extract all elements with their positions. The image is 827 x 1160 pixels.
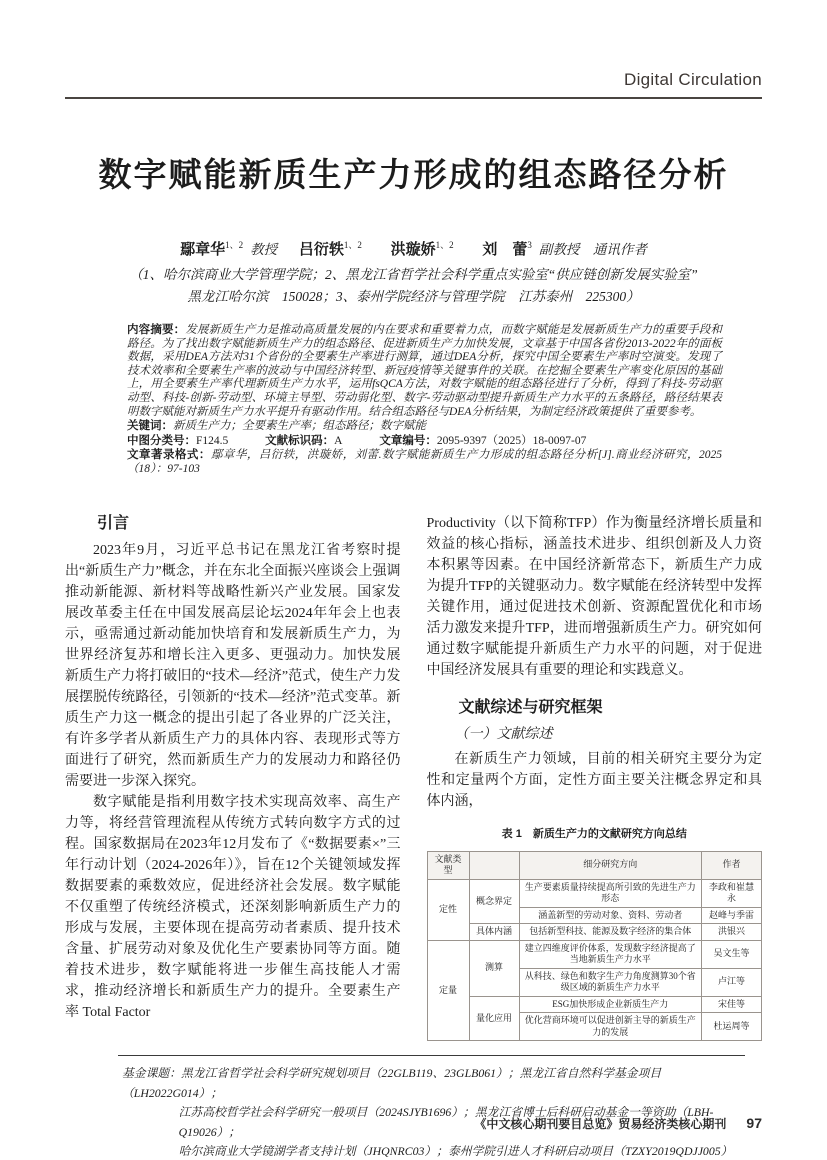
clc-label: 中图分类号： — [127, 434, 196, 447]
author — [391, 242, 461, 258]
table-row — [427, 924, 762, 941]
author-name: 刘 蕾 — [482, 241, 528, 258]
table1-caption: 表 1 新质生产力的文献研究方向总结 — [501, 827, 687, 840]
table-cell-author: 吴文生等 — [702, 940, 762, 968]
keywords-label: 关键词： — [127, 420, 173, 433]
table-cell-author: 赵峰与季雷 — [702, 907, 762, 924]
keywords — [127, 420, 722, 434]
table-cell-author: 卢江等 — [702, 968, 762, 996]
author-name: 吕衍轶 — [298, 241, 344, 258]
page-number: 97 — [746, 1115, 762, 1131]
author — [299, 242, 369, 258]
author-affil-sup: 1、2 — [225, 240, 244, 250]
citation — [127, 449, 722, 476]
abstract-block — [127, 324, 722, 477]
abstract-text: 发展新质生产力是推动高质量发展的内在要求和重要着力点，而数字赋能是发展新质生产力的重要手段和路径。为了找出数字赋能新质生产力的组态路径、促进新质生产力加快发展，文章基于中国各省份2013-2022年的面板数据，采用DEA方法对31个省份的全要素生产率进行测算，通过DEA分析，探究中国全要素生产率时空演变。发现了技术效率和全要素生产率的波动与中国经济转型、新冠疫情等关键事件的关联。在挖掘全要素生产率变化原因的基础上，用全要素生产率代理新质生产力水平，运用fsQCA方法，对数字赋能的组态路径进行了分析，得到了科技-劳动驱动型、科技-创新-劳动型、环境主导型、劳动弱化型、数字-劳动驱动型提升新质生产力水平的五条路径，路径结果表明数字赋能对新质生产力水平提升有驱动作用。结合组态路径与DEA分析结果，为制定经济政策提供了重要参考。 — [127, 324, 723, 418]
article-id-value: 2095-9397（2025）18-0097-07 — [436, 434, 587, 447]
table-cell-author: 杜运周等 — [702, 1013, 762, 1041]
clc-value: F124.5 — [196, 434, 229, 447]
table-header-cell: 细分研究方向 — [519, 851, 702, 879]
table-cell-direction: 从科技、绿色和数字生产力角度测算30个省级区域的新质生产力水平 — [519, 968, 702, 996]
subsection-heading-review: （一）文献综述 — [454, 726, 553, 742]
table-header-cell: 文献类型 — [427, 851, 469, 879]
funding-line: 哈尔滨商业大学镜湖学者支持计划（JHQNRC03）；泰州学院引进人才科研启动项目（TZXY2019QDJJ005） — [178, 1144, 733, 1159]
author-affil-sup: 1、2 — [435, 240, 454, 250]
funding-label: 基金课题： — [122, 1066, 181, 1081]
author — [180, 242, 277, 258]
citation-label: 文章著录格式： — [127, 449, 211, 462]
funding-text: 黑龙江省哲学社会科学研究规划项目（22GLB119、23GLB061）；黑龙江省自然科学基金项目（LH2022G014）； — [122, 1066, 662, 1100]
table-cell-author: 宋佳等 — [702, 996, 762, 1013]
funding-line: 江苏高校哲学社会科学研究一般项目（2024SJYB1696）；黑龙江省博士后科研启动基金一等资助（LBH-Q19026）； — [178, 1105, 714, 1139]
table-cell-direction: 生产要素质量持续提高所引致的先进生产力形态 — [519, 879, 702, 907]
right-column — [427, 513, 763, 1042]
literature-table — [427, 851, 763, 1042]
left-column — [65, 513, 401, 1042]
doc-code-label: 文献标识码： — [265, 434, 335, 447]
table-cell-direction: 涵盖新型的劳动对象、资料、劳动者 — [519, 907, 702, 924]
doc-code-value: A — [334, 434, 343, 447]
affiliation-line: 黑龙江哈尔滨 150028；3、泰州学院经济与管理学院 江苏泰州 225300） — [187, 289, 640, 304]
journal-note: 《中文核心期刊要目总览》贸易经济类核心期刊 — [474, 1117, 727, 1131]
citation-text: 鄢章华，吕衍轶，洪璇娇，刘蕾.数字赋能新质生产力形成的组态路径分析[J].商业经济研究，2025（18）：97-103 — [127, 449, 722, 475]
author-affil-sup: 1、2 — [343, 240, 362, 250]
meta-line — [127, 435, 722, 449]
author-name: 鄢章华 — [180, 241, 226, 258]
funding-line — [122, 1064, 742, 1103]
article-title: 数字赋能新质生产力形成的组态路径分析 — [98, 158, 729, 194]
abstract — [127, 324, 722, 419]
table-cell-author: 李政和崔慧永 — [702, 879, 762, 907]
table-cell-direction: 包括新型科技、能源及数字经济的集合体 — [519, 924, 702, 941]
doc-code-group — [265, 435, 342, 449]
intro-paragraph-2: 数字赋能是指利用数字技术实现高效率、高生产力等，将经营管理流程从传统方式转向数字方式的过程。国家数据局在2023年12月发布了《“数据要素×”三年行动计划（2024-2026年）》，旨在12个关键领域发挥数据要素的乘数效应，促进经济社会发展。数字赋能不仅重塑了传统经济模式，还深刻影响新质生产力的形成与发展，主要体现在提高劳动者素质、提升技术含量、扩展劳动对象及优化生产要素协同等方面。随着技术进步，数字赋能将进一步催生高技能人才需求，推动经济增长和新质生产力的提升。全要素生产率 Total Factor — [65, 794, 401, 1020]
table-cell-direction: 优化营商环境可以促进创新主导的新质生产力的发展 — [519, 1013, 702, 1041]
body-columns — [65, 513, 762, 1042]
literature-paragraph: 在新质生产力领域，目前的相关研究主要分为定性和定量两个方面，定性方面主要关注概念界定和具体内涵， — [426, 751, 762, 809]
table-header-cell — [469, 851, 519, 879]
section-heading-literature: 文献综述与研究框架 — [458, 698, 603, 716]
author-role: 教授 — [250, 242, 278, 257]
table-row — [427, 940, 762, 968]
funding-footnote — [122, 1064, 742, 1160]
footnote-divider — [118, 1055, 745, 1056]
table-cell-type: 定量 — [427, 940, 469, 1041]
section-heading-intro: 引言 — [97, 514, 130, 532]
table-cell-type: 定性 — [427, 879, 469, 940]
table-row — [427, 996, 762, 1013]
table-cell-direction: ESG加快形成企业新质生产力 — [519, 996, 702, 1013]
clc-group — [127, 435, 228, 449]
table-cell-subcategory: 概念界定 — [469, 879, 519, 924]
table-cell-subcategory: 具体内涵 — [469, 924, 519, 941]
author-name: 洪璇娇 — [390, 241, 436, 258]
intro-paragraph-1: 2023年9月，习近平总书记在黑龙江省考察时提出“新质生产力”概念，并在东北全面振兴座谈会上强调推动新能源、新材料等战略性新兴产业发展。国家发展改革委主任在中国发展高层论坛2024年年会上也表示，亟需通过新动能加快培育和发展新质生产力，为世界经济复苏和增长注入更多、更强动力。加快发展新质生产力将打破旧的“技术—经济”范式，使生产力发展摆脱传统路径，引领新的“技术—经济”范式变革。新质生产力这一概念的提出引起了各业界的广泛关注，有许多学者从新质生产力的具体内容、表现形式等方面进行了研究，然而新质生产力的发展动力和路径仍需要进一步深入探究。 — [65, 542, 401, 789]
table-header-row — [427, 851, 762, 879]
authors-line — [0, 238, 827, 259]
author-affil-sup: 3 — [527, 240, 532, 250]
article-id-label: 文章编号： — [379, 434, 437, 447]
table-header-cell: 作者 — [702, 851, 762, 879]
author-role: 副教授 通讯作者 — [538, 242, 647, 257]
article-id-group — [379, 435, 586, 449]
table-cell-direction: 建立四维度评价体系，发现数字经济提高了当地新质生产力水平 — [519, 940, 702, 968]
table-cell-author: 洪银兴 — [702, 924, 762, 941]
continuation-paragraph: Productivity（以下简称TFP）作为衡量经济增长质量和效益的核心指标，涵盖技术进步、组织创新及人力资本积累等因素。在中国经济新常态下，新质生产力成为提升TFP的关键驱动力。数字赋能在经济转型中发挥关键作用，通过促进技术创新、资源配置优化和市场活力激发来提升TFP，进而增强新质生产力。研究如何通过数字赋能提升新质生产力水平的问题，对于促进中国经济发展具有重要的理论和实践意义。 — [426, 515, 762, 678]
page-footer — [474, 1115, 762, 1132]
page-header — [65, 70, 762, 99]
affiliations — [0, 264, 827, 308]
affiliation-line: （1、哈尔滨商业大学管理学院；2、黑龙江省哲学社会科学重点实验室“供应链创新发展实验室” — [129, 267, 698, 282]
table-row — [427, 879, 762, 907]
table-cell-subcategory: 量化应用 — [469, 996, 519, 1041]
table-cell-subcategory: 测算 — [469, 940, 519, 996]
abstract-label: 内容摘要： — [127, 324, 186, 336]
author — [482, 242, 647, 258]
keywords-text: 新质生产力；全要素生产率；组态路径；数字赋能 — [173, 420, 426, 433]
journal-section-label: Digital Circulation — [624, 70, 762, 89]
